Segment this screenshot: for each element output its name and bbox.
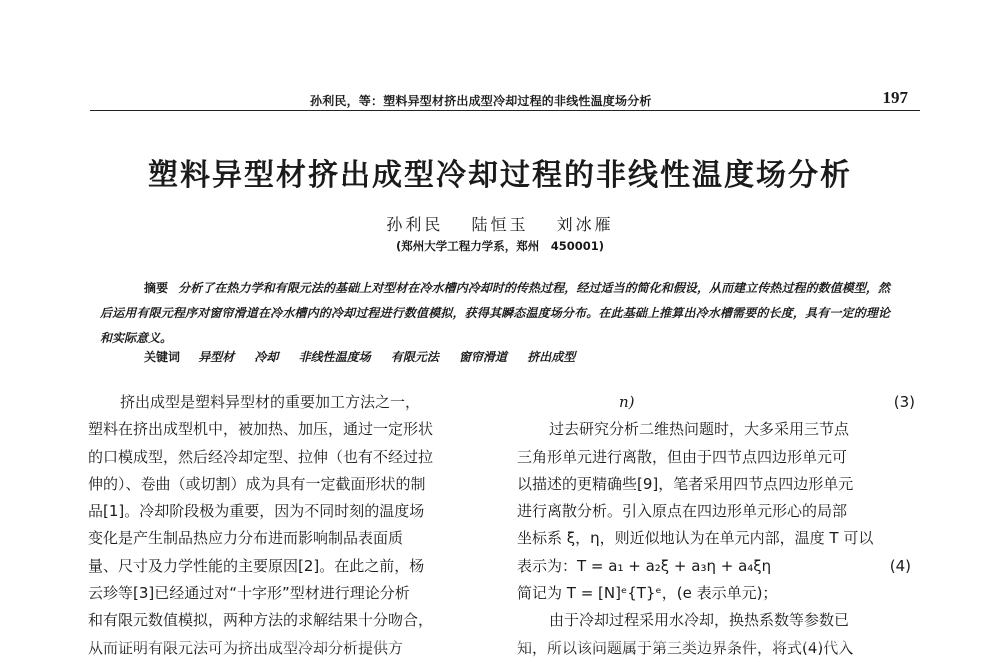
body-right-column	[517, 389, 915, 662]
author-list	[0, 212, 1000, 235]
equation-fragment: n)	[619, 393, 635, 411]
body-line: 由于冷却过程采用水冷却，换热系数等参数已	[549, 611, 850, 630]
body-line: 变化是产生制品热应力分布进而影响制品表面质	[88, 529, 404, 548]
article-title: 塑料异型材挤出成型冷却过程的非线性温度场分析	[148, 158, 852, 193]
page-number: 197	[882, 88, 908, 107]
equation-text: 表示为：T = a₁ + a₂ξ + a₃η + a₄ξη	[517, 556, 772, 575]
abstract-label: 摘要	[144, 281, 169, 295]
equation-number: (3)	[893, 393, 915, 411]
keywords-label: 关键词	[144, 350, 181, 364]
keyword: 窗帘滑道	[459, 350, 508, 364]
body-line: 坐标系 ξ，η，则近似地认为在单元内部，温度 T 可以	[517, 529, 874, 548]
running-title: 孙利民，等：塑料异型材挤出成型冷却过程的非线性温度场分析	[310, 94, 652, 108]
body-line: 塑料在挤出成型机中，被加热、加压，通过一定形状	[88, 420, 434, 439]
body-line: 品[1]。冷却阶段极为重要，因为不同时刻的温度场	[88, 502, 425, 521]
keyword: 非线性温度场	[298, 350, 371, 364]
abstract	[100, 276, 890, 351]
body-line: 量、尺寸及力学性能的主要原因[2]。在此之前，杨	[88, 556, 425, 575]
body-line: 伸的）、卷曲（或切割）成为具有一定截面形状的制	[88, 474, 426, 493]
equation-number: (4)	[889, 556, 911, 575]
body-line: 挤出成型是塑料异型材的重要加工方法之一，	[120, 393, 421, 411]
keyword: 冷却	[254, 350, 279, 364]
body-line: 以描述的更精确些[9]，笔者采用四节点四边形单元	[517, 474, 854, 493]
body-left-column	[88, 389, 488, 662]
body-line: 过去研究分析二维热问题时，大多采用三节点	[549, 420, 850, 439]
keyword: 异型材	[198, 350, 235, 364]
body-line: 的口模成型，然后经冷却定型、拉伸（也有不经过拉	[88, 447, 434, 466]
body-line: 云珍等[3]已经通过对“十字形”型材进行理论分析	[88, 584, 410, 603]
body-line: 和有限元数值模拟，两种方法的求解结果十分吻合，	[88, 611, 434, 630]
author-name: 刘冰雁	[556, 215, 614, 234]
equation-3-tail	[517, 389, 915, 416]
running-header	[90, 88, 920, 111]
body-line: 简记为 T = [N]ᵉ{T}ᵉ，(e 表示单元)；	[517, 584, 778, 603]
keywords	[144, 348, 904, 365]
affiliation: (郑州大学工程力学系，郑州 450001)	[395, 239, 605, 253]
author-name: 孙利民	[386, 215, 444, 234]
keyword: 挤出成型	[527, 350, 576, 364]
body-line: 知，所以该问题属于第三类边界条件，将式(4)代入	[517, 638, 854, 657]
equation-4	[517, 553, 915, 580]
abstract-text: 分析了在热力学和有限元法的基础上对型材在冷水槽内冷却时的传热过程，经过适当的简化和假设，从而建立传热过程的数值模型，然后运用有限元程序对窗帘滑道在冷水槽内的冷却过程进行数值模拟，获得其瞬态温度场分布。在此基础上推算出冷水槽需要的长度，具有一定的理论和实际意义。	[100, 281, 890, 345]
body-line: 进行离散分析。引入原点在四边形单元形心的局部	[517, 502, 848, 521]
page-crop-edge	[0, 628, 1000, 646]
author-name: 陆恒玉	[471, 215, 529, 234]
body-line: 从而证明有限元法可为挤出成型冷却分析提供方	[88, 638, 404, 657]
body-line: 三角形单元进行离散，但由于四节点四边形单元可	[517, 447, 848, 466]
keyword: 有限元法	[390, 350, 439, 364]
